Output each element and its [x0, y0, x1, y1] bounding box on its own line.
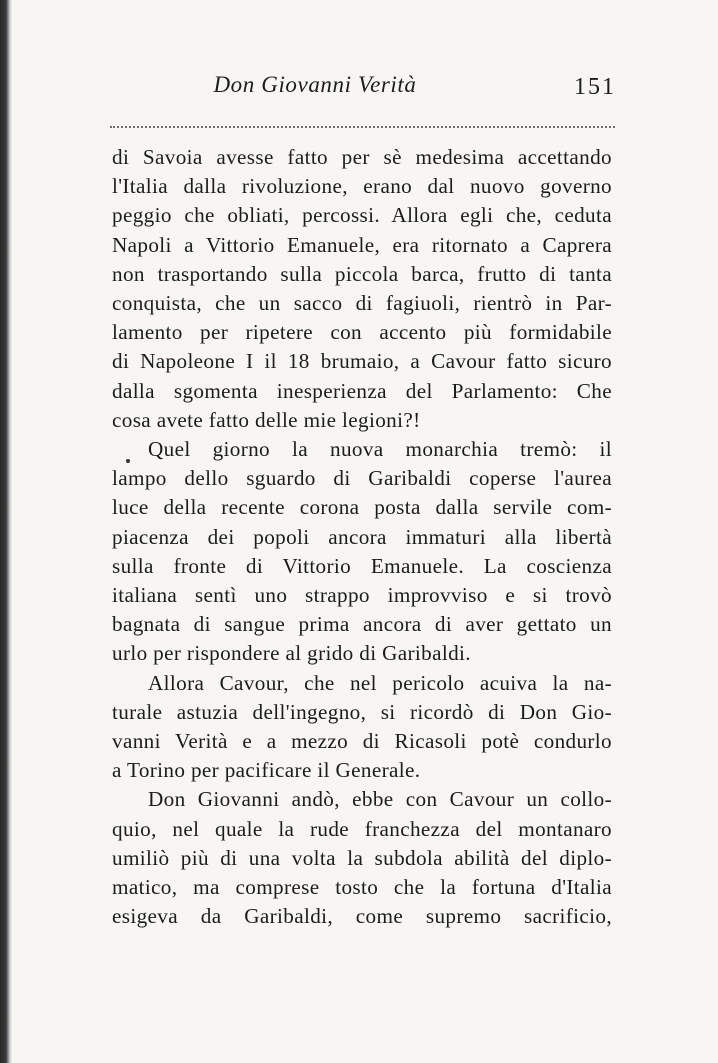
text-line: cosa avete fatto delle mie legioni?! — [112, 407, 421, 432]
text-line: vanni Verità e a mezzo di Ricasoli potè condurlo — [112, 729, 612, 754]
text-line: conquista, che un sacco di fagiuoli, rientrò in Par- — [112, 291, 612, 316]
text-line: peggio che obliati, percossi. Allora egli che, ceduta — [112, 203, 612, 228]
text-line: matico, ma comprese tosto che la fortuna d'Italia — [112, 875, 612, 900]
page-header — [110, 72, 630, 106]
text-line: quio, nel quale la rude franchezza del montanaro — [112, 816, 612, 841]
text-line: luce della recente corona posta dalla servile com- — [112, 495, 612, 520]
text-line: dalla sgomenta inesperienza del Parlamento: Che — [112, 378, 612, 403]
text-line: lampo dello sguardo di Garibaldi coperse l'aurea — [112, 466, 612, 491]
text-line: turale astuzia dell'ingegno, si ricordò di Don Gio- — [112, 699, 612, 724]
text-line: Napoli a Vittorio Emanuele, era ritornato a Caprera — [112, 232, 612, 257]
text-line: non trasportando sulla piccola barca, frutto di tanta — [112, 261, 612, 286]
text-line: sulla fronte di Vittorio Emanuele. La coscienza — [112, 553, 612, 578]
header-rule — [110, 126, 615, 128]
page-binding-edge — [0, 0, 12, 1063]
text-line: Quel giorno la nuova monarchia tremò: il — [148, 437, 612, 462]
text-line: lamento per ripetere con accento più formidabile — [112, 320, 612, 345]
text-line: italiana sentì uno strappo improvviso e si trovò — [112, 583, 612, 608]
text-line: Allora Cavour, che nel pericolo acuiva la na- — [148, 670, 612, 695]
text-line: di Napoleone I il 18 brumaio, a Cavour fatto sicuro — [112, 349, 612, 374]
text-line: a Torino per pacificare il Generale. — [112, 758, 421, 783]
text-line: di Savoia avesse fatto per sè medesima accettando — [112, 145, 612, 169]
text-line: esigeva da Garibaldi, come supremo sacrificio, — [112, 904, 612, 929]
running-title: Don Giovanni Verità — [213, 72, 417, 97]
text-line: urlo per rispondere al grido di Garibaldi. — [112, 641, 471, 666]
text-line: l'Italia dalla rivoluzione, erano dal nuovo governo — [112, 174, 612, 199]
text-line: piacenza dei popoli ancora immaturi alla libertà — [112, 524, 612, 549]
body-text — [112, 143, 612, 931]
text-line: Don Giovanni andò, ebbe con Cavour un collo- — [148, 787, 612, 812]
page-number: 151 — [574, 74, 616, 100]
text-line: bagnata di sangue prima ancora di aver gettato un — [112, 612, 612, 637]
text-line: umiliò più di una volta la subdola abilità del diplo- — [112, 845, 612, 870]
